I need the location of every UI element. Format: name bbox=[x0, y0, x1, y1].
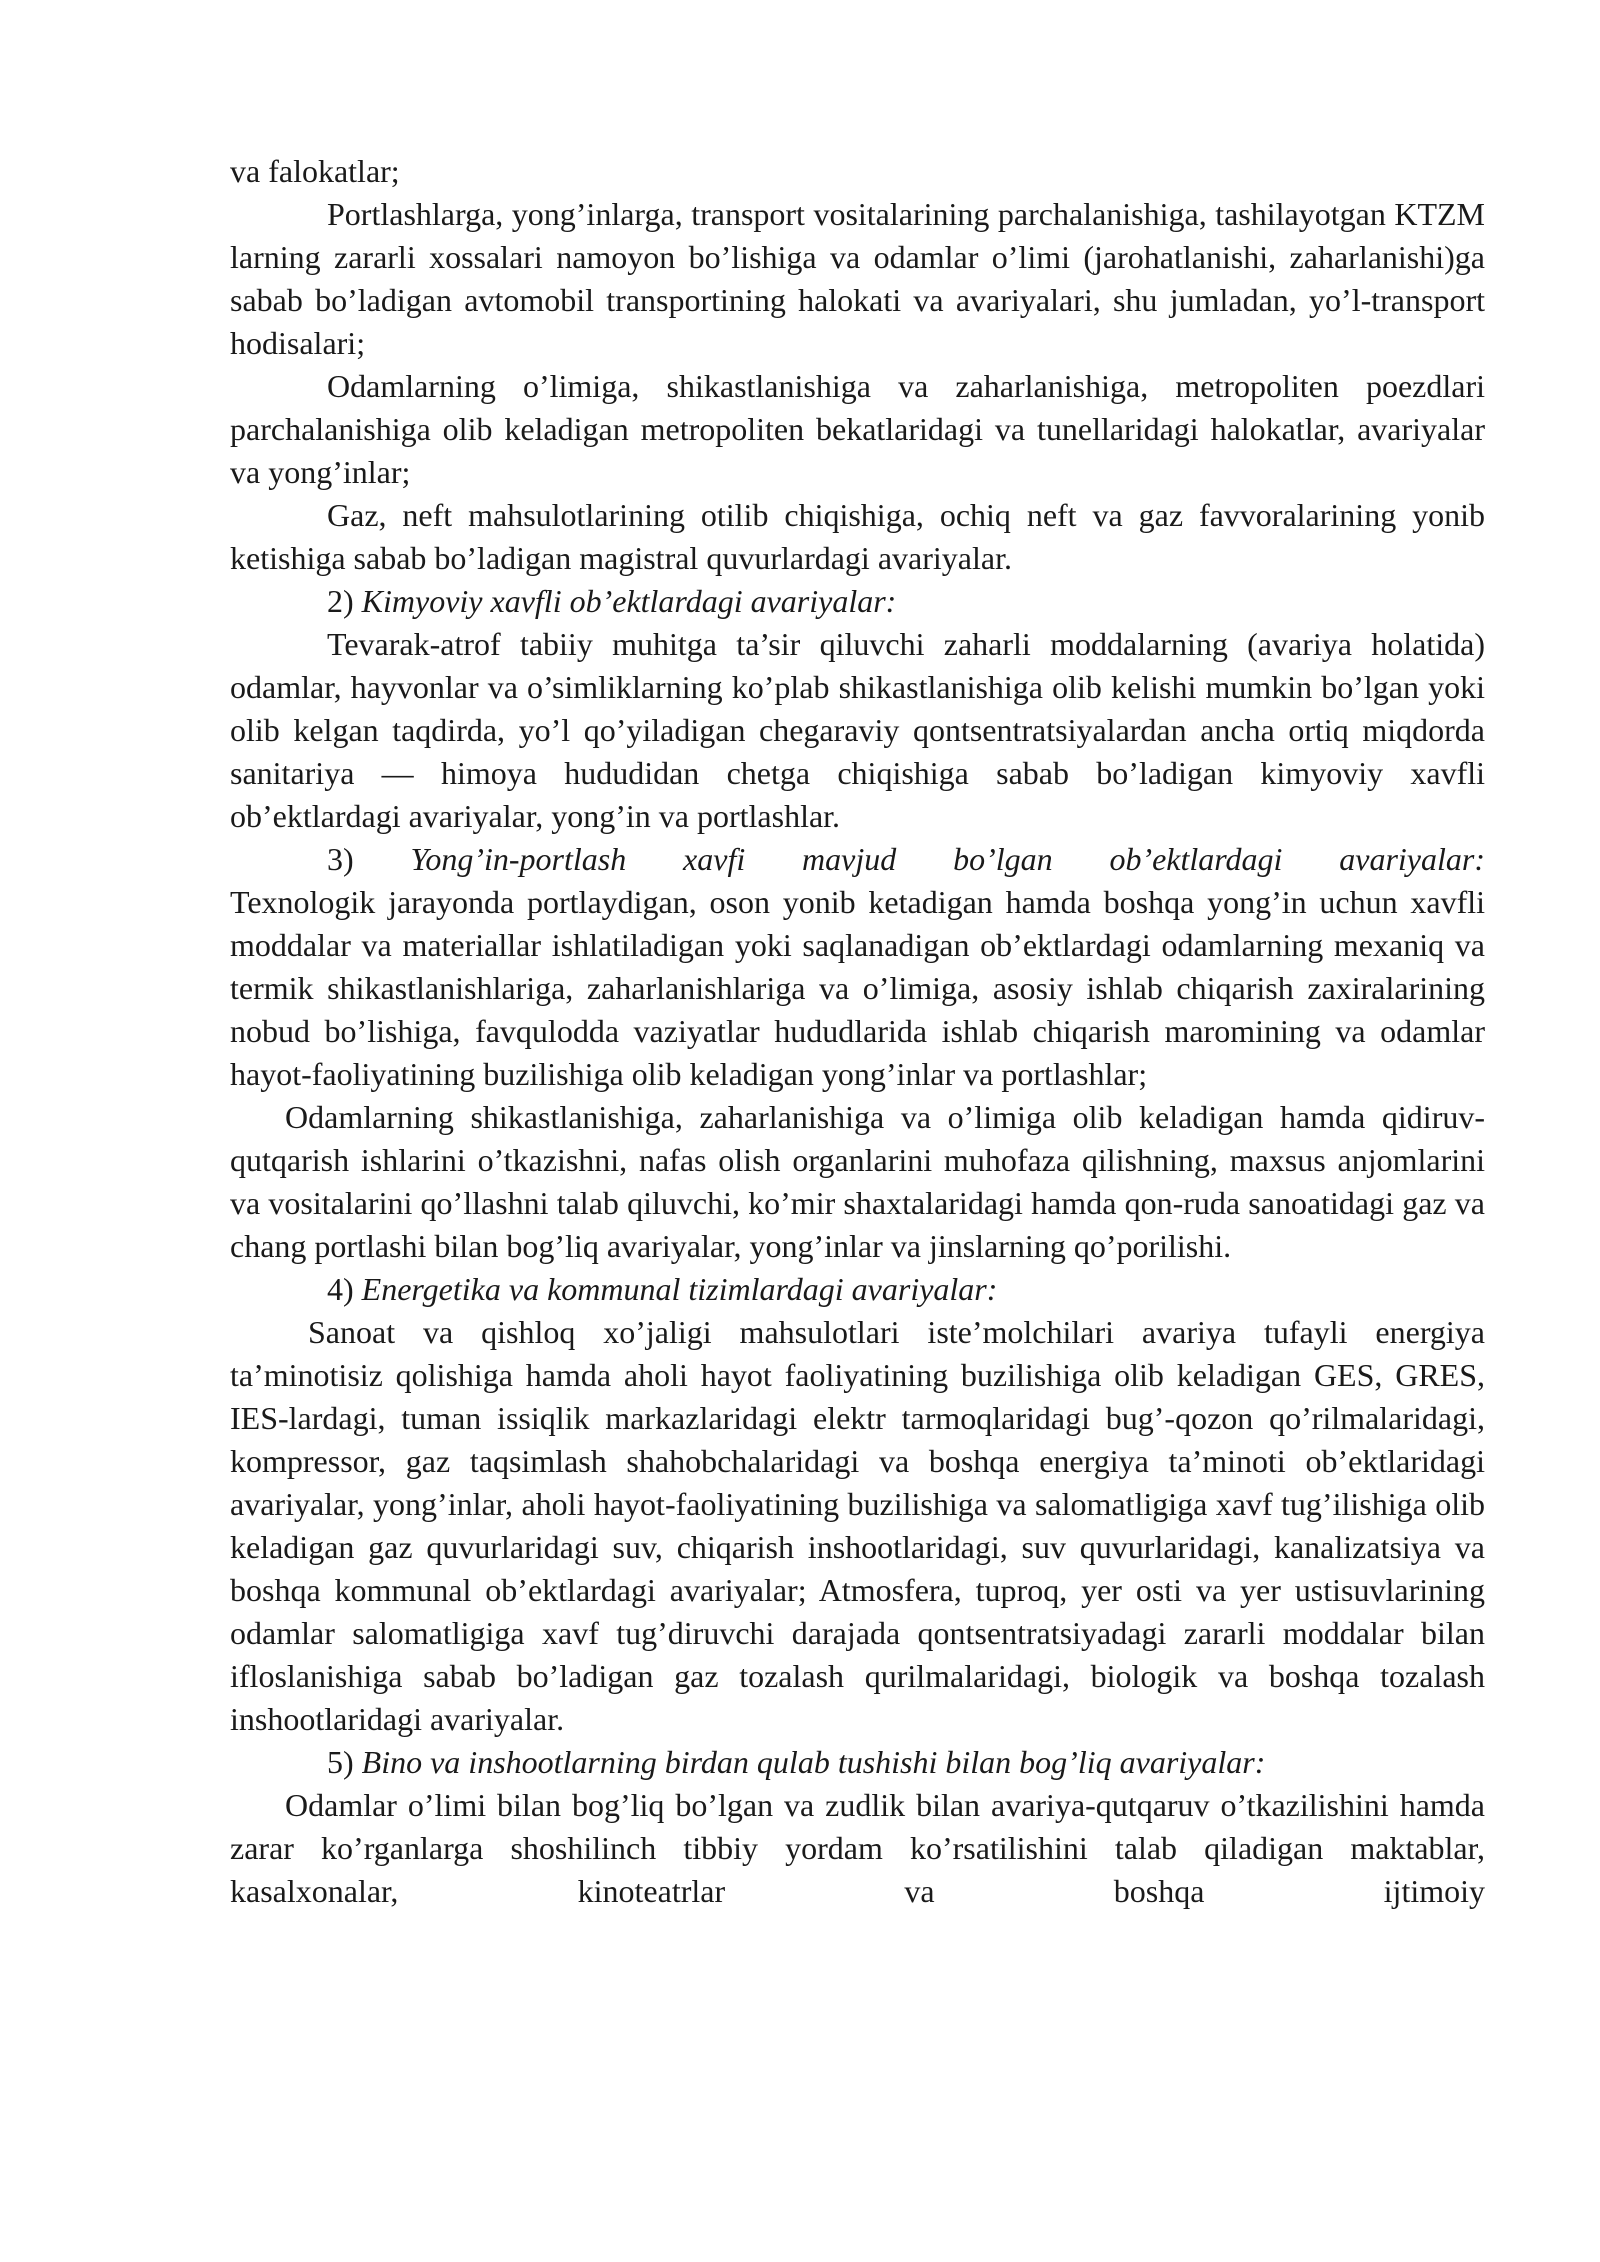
paragraph-buildings: Odamlar o’limi bilan bog’liq bo’lgan va zudlik bilan avariya-qutqaruv o’tkazilishini hamda zarar ko’rganlarga shoshilinch tibbiy yordam ko’rsatilishini talab qiladigan maktablar, kasalxonalar, kinoteatrlar va boshqa ijtimoiy bbox=[230, 1787, 1485, 1909]
heading-title: Kimyoviy xavfli ob’ektlardagi avariyalar: bbox=[361, 583, 897, 619]
document-page bbox=[230, 150, 1485, 1913]
paragraph-pipeline-accidents: Gaz, neft mahsulotlarining otilib chiqishiga, ochiq neft va gaz favvoralarining yonib ketishiga sabab bo’ladigan magistral quvurlardagi avariyalar. bbox=[230, 497, 1485, 576]
heading-title: Yong’in-portlash xavfi mavjud bo’lgan ob’ektlardagi avariyalar: bbox=[410, 841, 1486, 877]
heading-energy bbox=[230, 1268, 1485, 1311]
paragraph-energy: Sanoat va qishloq xo’jaligi mahsulotlari iste’molchilari avariya tufayli energiya ta’minotisiz qolishiga hamda aholi hayot faoliyatining buzilishiga olib keladigan GES, GRES, IES-lardagi, tuman issiqlik markazlaridagi elektr tarmoqlaridagi bug’-qozon qo’rilmalaridagi, kompressor, gaz taqsimlash shahobchalaridagi va boshqa energiya ta’minoti ob’ektlaridagi avariyalar, yong’inlar, aholi hayot-faoliyatining buzilishiga va salomatligiga xavf tug’ilishiga olib keladigan gaz quvurlaridagi suv, chiqarish inshootlaridagi, suv quvurlaridagi, kanalizatsiya va boshqa kommunal ob’ektlardagi avariyalar; Atmosfera, tuproq, yer osti va yer ustisuvlarining odamlar salomatligiga xavf tug’diruvchi darajada qontsentratsiyadagi zararli moddalar bilan ifloslanishiga sabab bo’ladigan gaz tozalash qurilmalaridagi, biologik va boshqa tozalash inshootlaridagi avariyalar. bbox=[230, 1314, 1485, 1737]
heading-title: Bino va inshootlarning birdan qulab tushishi bilan bog’liq avariyalar: bbox=[361, 1744, 1266, 1780]
paragraph-chemical: Tevarak-atrof tabiiy muhitga ta’sir qiluvchi zaharli moddalarning (avariya holatida) odamlar, hayvonlar va o’simliklarning ko’plab shikastlanishiga olib kelishi mumkin bo’lgan yoki olib kelgan taqdirda, yo’l qo’yiladigan chegaraviy qontsentratsiyalardan ancha ortiq miqdorda sanitariya — himoya hududidan chetga chiqishiga sabab bo’ladigan kimyoviy xavfli ob’ektlardagi avariyalar, yong’in va portlashlar. bbox=[230, 626, 1485, 834]
heading-number: 5) bbox=[327, 1744, 354, 1780]
heading-number: 4) bbox=[327, 1271, 354, 1307]
paragraph-metro-accidents: Odamlarning o’limiga, shikastlanishiga va zaharlanishiga, metropoliten poezdlari parchalanishiga olib keladigan metropoliten bekatlaridagi va tunellaridagi halokatlar, avariyalar va yong’inlar; bbox=[230, 368, 1485, 490]
heading-number: 3) bbox=[327, 841, 354, 877]
paragraph-intro-end: va falokatlar; bbox=[230, 153, 400, 189]
paragraph-transport-accidents: Portlashlarga, yong’inlarga, transport vositalarining parchalanishiga, tashilayotgan KTZM larning zararli xossalari namoyon bo’lishiga va odamlar o’limi (jarohatlanishi, zaharlanishi)ga sabab bo’ladigan avtomobil transportining halokati va avariyalari, shu jumladan, yo’l-transport hodisalari; bbox=[230, 196, 1485, 361]
heading-buildings bbox=[230, 1741, 1485, 1784]
paragraph-mine-accidents: Odamlarning shikastlanishiga, zaharlanishiga va o’limiga olib keladigan hamda qidiruv-qutqarish ishlarini o’tkazishni, nafas olish organlarini muhofaza qilishning, maxsus anjomlarini va vositalarini qo’llashni talab qiluvchi, ko’mir shaxtalaridagi hamda qon-ruda sanoatidagi gaz va chang portlashi bilan bog’liq avariyalar, yong’inlar va jinslarning qo’porilishi. bbox=[230, 1099, 1485, 1264]
heading-number: 2) bbox=[327, 583, 354, 619]
heading-title: Energetika va kommunal tizimlardagi avariyalar: bbox=[361, 1271, 998, 1307]
heading-fire-explosion bbox=[230, 838, 1485, 881]
paragraph-fire-explosion: Texnologik jarayonda portlaydigan, oson yonib ketadigan hamda boshqa yong’in uchun xavfli moddalar va materiallar ishlatiladigan yoki saqlanadigan ob’ektlardagi odamlarning mexaniq va termik shikastlanishlariga, zaharlanishlariga va o’limiga, asosiy ishlab chiqarish zaxiralarining nobud bo’lishiga, favqulodda vaziyatlar hududlarida ishlab chiqarish maromining va odamlar hayot-faoliyatining buzilishiga olib keladigan yong’inlar va portlashlar; bbox=[230, 884, 1485, 1092]
heading-chemical bbox=[230, 580, 1485, 623]
